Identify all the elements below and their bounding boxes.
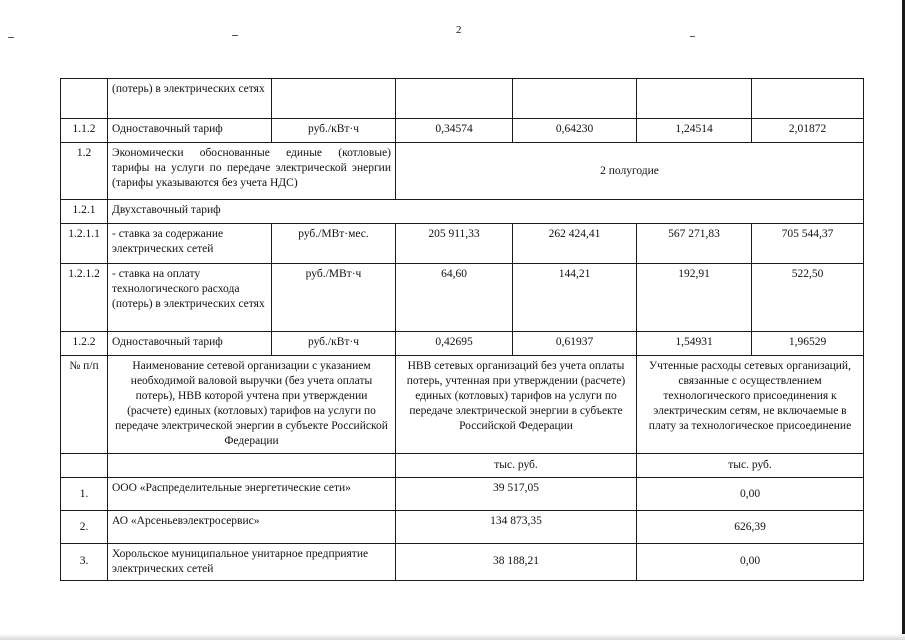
value-cell: 567 271,83 [637,224,752,264]
value-cell: 0,61937 [513,332,637,356]
org-name: АО «Арсеньевэлектросервис» [108,511,396,544]
value-cell: 0,34574 [396,119,513,143]
row-number: 1.2.1.2 [61,264,108,332]
header-num: № п/п [61,356,108,454]
row-number: 1.2.1.1 [61,224,108,264]
row-unit: руб./кВт·ч [272,119,396,143]
expenses-value: 0,00 [637,478,864,511]
empty-cell [61,454,108,478]
row-name: Одноставочный тариф [108,332,272,356]
table-row [61,544,864,581]
table-row [61,143,864,200]
row-name: Одноставочный тариф [108,119,272,143]
scan-speck [8,37,14,38]
row-unit [272,79,396,119]
value-cell: 0,42695 [396,332,513,356]
row-number: 1.2 [61,143,108,200]
org-header-row [61,356,864,454]
unit-expenses: тыс. руб. [637,454,864,478]
scan-speck [690,36,695,37]
value-cell: 64,60 [396,264,513,332]
table-row [61,79,864,119]
table-row [61,332,864,356]
value-cell: 522,50 [752,264,864,332]
value-cell: 144,21 [513,264,637,332]
value-cell: 205 911,33 [396,224,513,264]
row-name: - ставка за содержание электрических сетей [108,224,272,264]
row-number: 1.1.2 [61,119,108,143]
value-cell: 192,91 [637,264,752,332]
period-label: 2 полугодие [396,143,864,200]
row-unit: руб./кВт·ч [272,332,396,356]
header-expenses: Учтенные расходы сетевых организаций, связанные с осуществлением технологического присоединения к электрическим сетям, не включаемые в плату за технологическое присоединение [637,356,864,454]
row-number: 1. [61,478,108,511]
header-nvv: НВВ сетевых организаций без учета оплаты потерь, учтенная при утверждении (расчете) единых (котловых) тарифов на услуги по передаче электрической энергии в субъекте Российской Федерации [396,356,637,454]
unit-nvv: тыс. руб. [396,454,637,478]
row-number: 1.2.1 [61,200,108,224]
value-cell [637,79,752,119]
empty-cell [108,454,396,478]
value-cell: 1,54931 [637,332,752,356]
row-name: Двухставочный тариф [108,200,864,224]
org-name: ООО «Распределительные энергетические сети» [108,478,396,511]
table-row [61,511,864,544]
tariff-table [60,78,864,581]
row-name: (потерь) в электрических сетях [108,79,272,119]
value-cell: 0,64230 [513,119,637,143]
page-number: 2 [456,24,462,36]
value-cell: 1,96529 [752,332,864,356]
expenses-value: 626,39 [637,511,864,544]
units-row [61,454,864,478]
value-cell: 262 424,41 [513,224,637,264]
scan-shadow [0,634,905,640]
row-name: - ставка на оплату технологического расхода (потерь) в электрических сетях [108,264,272,332]
row-name: Экономически обоснованные единые (котловые) тарифы на услуги по передаче электрической энергии (тарифы указываются без учета НДС) [108,143,396,200]
table-row [61,224,864,264]
value-cell [396,79,513,119]
row-number: 1.2.2 [61,332,108,356]
nvv-value: 39 517,05 [396,478,637,511]
row-unit: руб./МВт·мес. [272,224,396,264]
row-unit: руб./МВт·ч [272,264,396,332]
value-cell: 2,01872 [752,119,864,143]
row-number: 3. [61,544,108,581]
table-row [61,478,864,511]
table-row [61,264,864,332]
expenses-value: 0,00 [637,544,864,581]
nvv-value: 38 188,21 [396,544,637,581]
value-cell [513,79,637,119]
header-org-name: Наименование сетевой организации с указанием необходимой валовой выручки (без учета оплаты потерь), НВВ которой учтена при утверждении (расчете) единых (котловых) тарифов на услуги по передаче электрической энергии в субъекте Российской Федерации [108,356,396,454]
table-row [61,200,864,224]
table-row [61,119,864,143]
nvv-value: 134 873,35 [396,511,637,544]
org-name: Хорольское муниципальное унитарное предприятие электрических сетей [108,544,396,581]
value-cell [752,79,864,119]
scan-speck [232,35,238,36]
row-number [61,79,108,119]
row-number: 2. [61,511,108,544]
value-cell: 705 544,37 [752,224,864,264]
value-cell: 1,24514 [637,119,752,143]
